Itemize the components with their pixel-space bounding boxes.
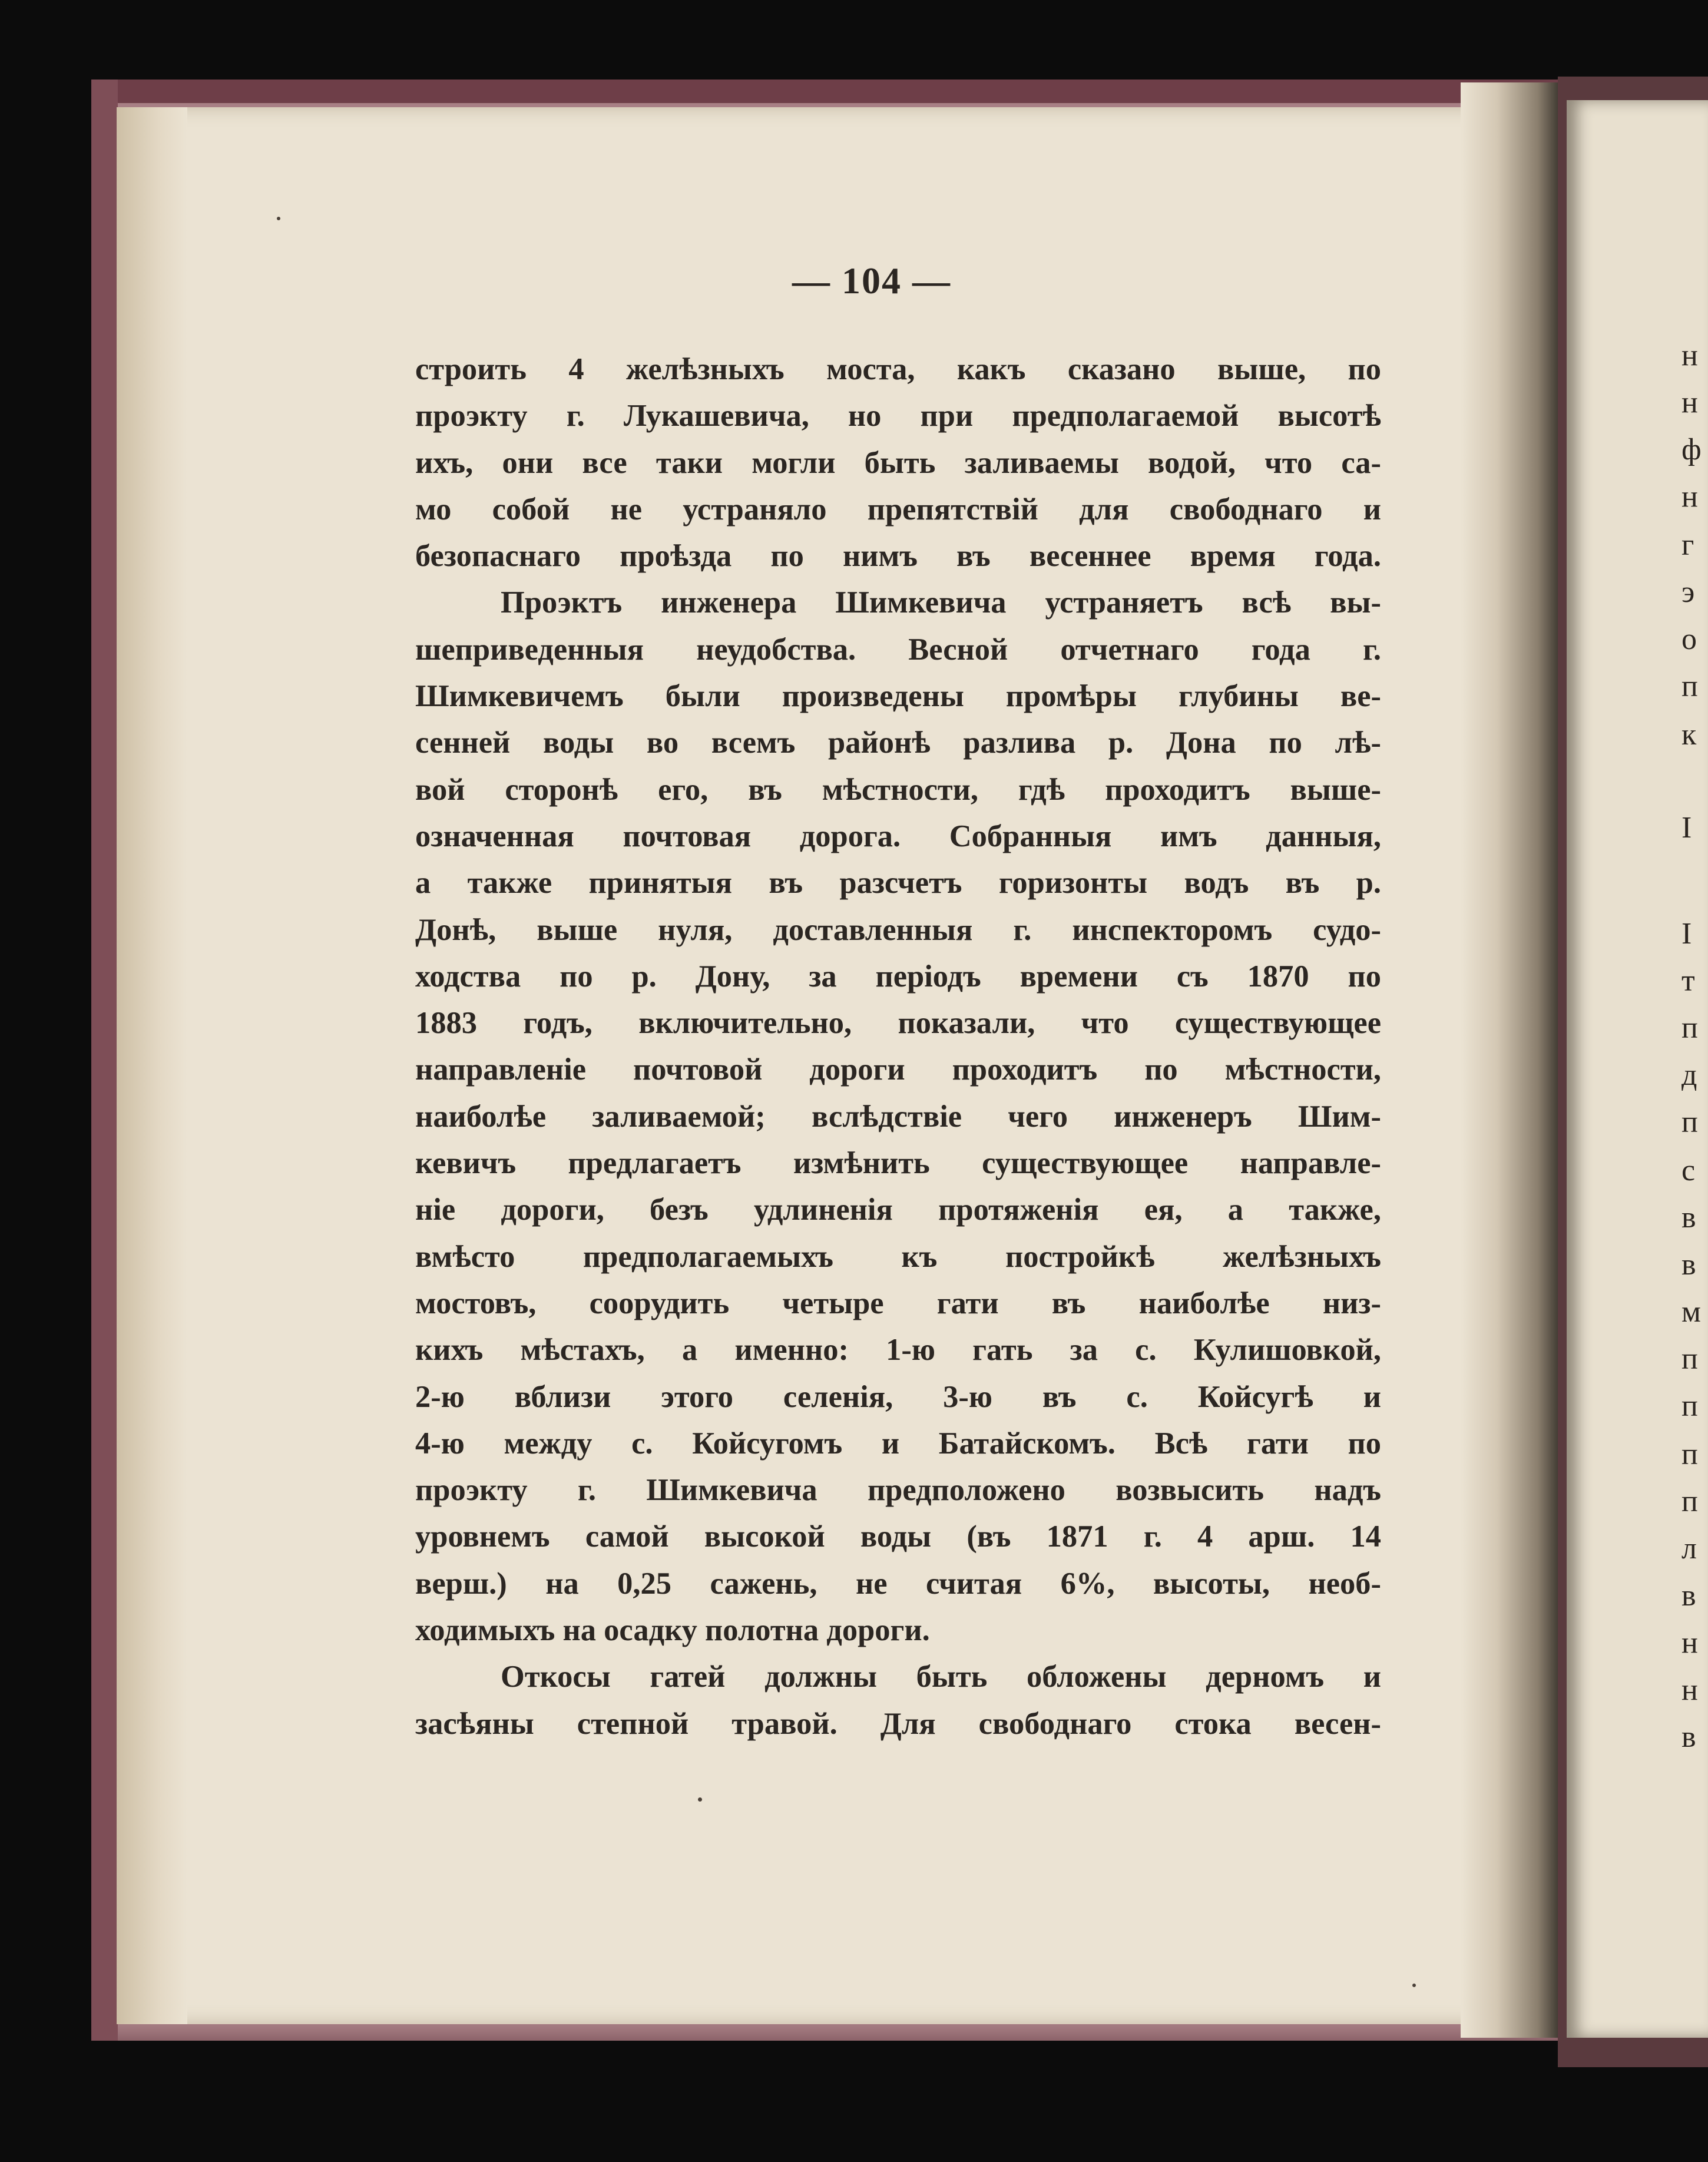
paragraph [415,580,1381,1654]
text-line: безопаснаго проѣзда по нимъ въ весеннее время года. [415,539,1381,574]
text-line: ходства по р. Дону, за періодъ времени съ 1870 по [415,959,1381,994]
text-line: шеприведенныя неудобства. Весной отчетнаго года г. [415,632,1381,667]
text-line: означенная почтовая дорога. Собранныя имъ данныя, [415,819,1381,853]
text-line: мостовъ, соорудить четыре гати въ наиболѣе низ- [415,1286,1381,1320]
text-line: верш.) на 0,25 сажень, не считая 6%, высоты, необ- [415,1566,1381,1601]
text-line: кевичъ предлагаетъ измѣнить существующее направле- [415,1146,1381,1181]
text-line: Шимкевичемъ были произведены промѣры глубины ве- [415,679,1381,714]
right-page-fragment: л [1681,1532,1697,1565]
text-line: Проэктъ инженера Шимкевича устраняетъ всѣ вы- [501,585,1381,620]
text-line: сенней воды во всемъ районѣ разлива р. Дона по лѣ- [415,726,1381,760]
page-text [415,346,1381,1747]
text-line: ніе дороги, безъ удлиненія протяженія ея, а также, [415,1193,1381,1227]
paragraph [415,1654,1381,1747]
paper-speck [277,217,280,220]
text-line: проэкту г. Шимкевича предположено возвысить надъ [415,1473,1381,1508]
right-page-fragment: п [1681,670,1698,703]
book-gutter [1461,82,1564,2038]
text-line: Донѣ, выше нуля, доставленныя г. инспекторомъ судо- [415,912,1381,947]
paper-speck [698,1797,702,1802]
text-line: уровнемъ самой высокой воды (въ 1871 г. 4 арш. 14 [415,1519,1381,1554]
right-page-fragment: в [1681,1201,1696,1234]
right-page-fragment: э [1681,575,1695,609]
text-line: ихъ, они все таки могли быть заливаемы водой, что са- [415,445,1381,480]
right-page-fragment: к [1681,718,1697,751]
text-line: направленіе почтовой дороги проходитъ по мѣстности, [415,1052,1381,1087]
right-page-fragment: в [1681,1248,1696,1282]
text-line: 1883 годъ, включительно, показали, что существующее [415,1006,1381,1041]
text-line: вой сторонѣ его, въ мѣстности, гдѣ проходитъ выше- [415,772,1381,807]
right-page-fragment: п [1681,1342,1698,1376]
paragraph [415,346,1381,580]
right-page-fragment: т [1681,964,1695,998]
text-line: ходимыхъ на осадку полотна дороги. [415,1613,930,1648]
text-line: вмѣсто предполагаемыхъ къ постройкѣ желѣзныхъ [415,1239,1381,1274]
right-page-fragment: м [1681,1295,1701,1329]
right-page-fragment: п [1681,1011,1698,1045]
right-page-fragment: I [1681,917,1692,951]
text-line: Откосы гатей должны быть обложены дерномъ и [501,1660,1381,1694]
right-page-fragment: п [1681,1389,1698,1423]
page-number: — 104 — [792,260,951,302]
text-line: засѣяны степной травой. Для свободнаго стока весен- [415,1706,1381,1741]
text-line: 2-ю вблизи этого селенія, 3-ю въ с. Койсугѣ и [415,1379,1381,1414]
text-line: наиболѣе заливаемой; вслѣдствіе чего инженеръ Шим- [415,1099,1381,1134]
right-page-fragment: в [1681,1579,1696,1613]
right-page-fragment: п [1681,1485,1698,1518]
text-line: мо собой не устраняло препятствій для свободнаго и [415,492,1381,527]
right-page-fragment: н [1681,1626,1698,1660]
right-page-fragment: с [1681,1154,1696,1187]
text-line: строить 4 желѣзныхъ моста, какъ сказано выше, по [415,352,1381,386]
right-page-fragment: г [1681,528,1694,562]
right-page-fragment: в [1681,1720,1696,1754]
right-page-fragment: I [1681,811,1692,845]
right-page-fragment: д [1681,1058,1697,1092]
right-page-fragment: н [1681,339,1698,372]
right-page-fragment: о [1681,623,1697,656]
text-line: а также принятыя въ разсчетъ горизонты водъ въ р. [415,866,1381,900]
right-page-fragment: н [1681,386,1698,419]
right-page-fragment: ф [1681,433,1702,466]
right-page-fragment: п [1681,1438,1698,1471]
left-page-edge [117,107,187,2024]
text-line: проэкту г. Лукашевича, но при предполагаемой высотѣ [415,399,1381,433]
right-page-fragment: п [1681,1105,1698,1139]
text-line: 4-ю между с. Койсугомъ и Батайскомъ. Всѣ гати по [415,1426,1381,1461]
right-page-fragment: н [1681,480,1698,514]
paper-speck [1412,1984,1416,1987]
right-page-fragment: н [1681,1673,1698,1707]
text-line: кихъ мѣстахъ, а именно: 1-ю гать за с. Кулишовкой, [415,1333,1381,1368]
